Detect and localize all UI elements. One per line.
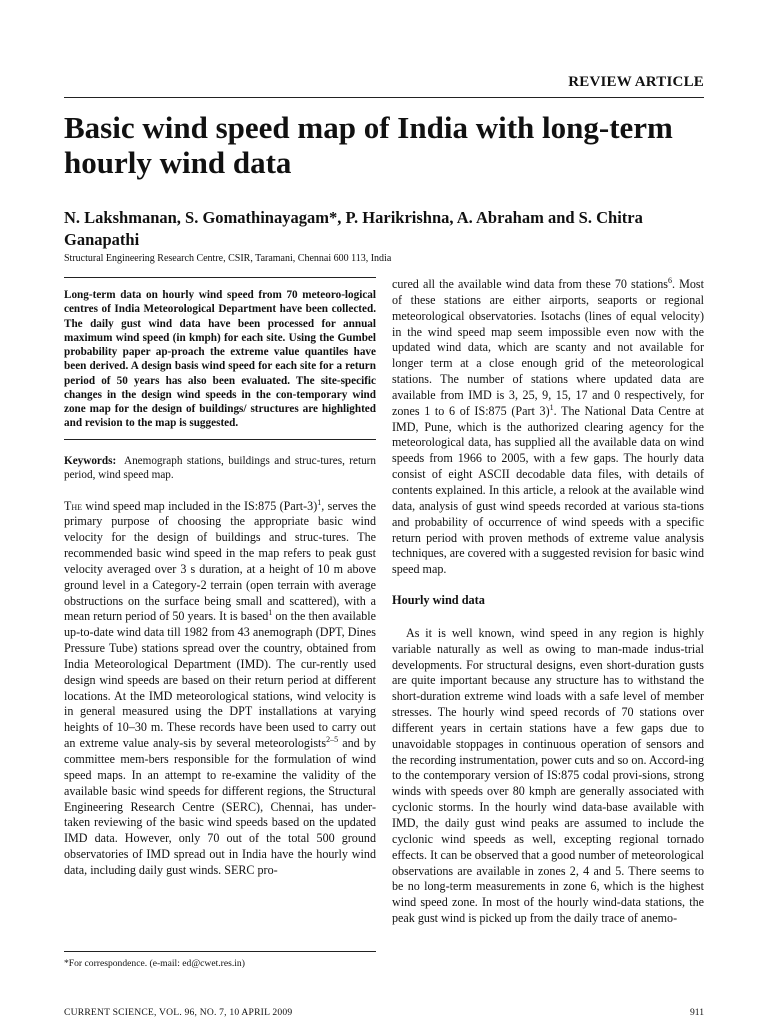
affiliation: Structural Engineering Research Centre, CSIR, Taramani, Chennai 600 113, India xyxy=(64,253,392,264)
section-label: REVIEW ARTICLE xyxy=(568,74,704,90)
intro-lead: The xyxy=(64,498,83,513)
correspondence-footnote: *For correspondence. (e-mail: ed@cwet.res.in) xyxy=(64,958,245,969)
keywords-label: Keywords: xyxy=(64,454,117,467)
article-title: Basic wind speed map of India with long-term hourly wind data xyxy=(64,110,673,180)
citation-ref: 1 xyxy=(268,608,273,618)
left-column xyxy=(64,277,376,879)
header-rule xyxy=(64,97,704,98)
page-number: 911 xyxy=(689,1007,704,1018)
keywords-text: Anemograph stations, buildings and struc-tures, return period, wind speed map. xyxy=(64,454,376,481)
journal-citation: CURRENT SCIENCE, VOL. 96, NO. 7, 10 APRIL 2009 xyxy=(64,1007,293,1018)
citation-ref: 2–5 xyxy=(326,735,339,745)
section-heading: Hourly wind data xyxy=(392,593,485,608)
abstract: Long-term data on hourly wind speed from 70 meteoro-logical centres of India Meteorological Department have been collected. The daily gust wind data have been processed for annual maximum wind speed (in kmph) for each site. Using the Gumbel probability paper ap-proach the extreme value quantiles have been derived. A design basis wind speed for each site for a return period of 50 years has also been evaluated. The site-specific changes in the design wind speeds in the con-temporary wind zone map for the design of buildings/ structures are highlighted and revision to the map is suggested. xyxy=(64,277,376,440)
author-list: N. Lakshmanan, S. Gomathinayagam*, P. Harikrishna, A. Abraham and S. Chitra Ganapathi xyxy=(64,208,643,249)
keywords xyxy=(64,454,376,483)
body-paragraph: As it is well known, wind speed in any region is highly variable naturally as well as owing to man-made indus-trial developments. For structural designs, even short-duration gusts are quite important because any structure has to withstand the short-duration extreme wind loads with a safe level of member stresses. The hourly wind speed records of 70 stations over different years in certain stations have a few gaps due to unavoidable stoppages in continuous operation of sensors and the recording instrumentation, power cuts and so on. Accord-ing to the contemporary version of IS:875 codal provi-sions, strong winds with speeds over 80 kmph are generally associated with cyclonic storms. In the hourly wind data-base available with IMD, the daily gust wind peaks are assumed to include the cyclonic wind speeds as well, excepting regional tornado effects. It can be observed that a good number of meteorological observations are available in zones 2, 4 and 5. There seems to be no long-term measurements in zone 6, which is the highest wind speed zone. In most of the hourly wind-data stations, the peak gust wind is picked up from the daily trace of anemo- xyxy=(392,625,704,926)
body-paragraph: cured all the available wind data from these 70 stations$^6$. Most of these stations are either airports, seaports or regional meteorological observatories. Isotachs (lines of equal velocity) in the wind speed map seem impossible even now with the updated wind data, which are scanty and not available for longer term at a close enough grid of the meteorological stations. The number of stations where updated data are available from IMD is 3, 25, 9, 15, 17 and 0 respectively, for zones 1 to 6 of IS:875 (Part 3)$^1$. The National Data Centre at IMD, Pune, which is the authorized clearing agency for the meteorological data, has supplied all the available data on wind speeds from 1966 to 2005, with a few gaps. The hourly data consist of eight ASCII decodable data files, with details of contents explained. In this article, a relook at the available wind data, analysis of gust wind speeds recorded at various sta-tions and probability of occurrence of wind speeds with a specific return period with proven methods of extreme value analysis techniques, are covered with a suggested revision for basic wind speed map. xyxy=(392,275,704,577)
citation-ref: 1 xyxy=(549,402,554,412)
citation-ref: 1 xyxy=(317,497,322,507)
citation-ref: 6 xyxy=(668,275,672,285)
footnote-rule xyxy=(64,951,376,952)
right-column xyxy=(392,277,704,927)
intro-paragraph: The wind speed map included in the IS:875 (Part-3)$^1$, serves the primary purpose of choosing the appropriate basic wind velocity for the design of buildings and struc-tures. The recommended basic wind speed in the map refers to peak gust velocity averaged over 3 s duration, at a height of 10 m above ground level in a Category-2 terrain (open terrain with average obstructions on the surface being small and scattered), with a mean return period of 50 years. It is based$^1$ on the then available up-to-date wind data till 1982 from 43 anemograph (DPT, Dines Pressure Tube) stations spread over the country, obtained from India Meteorological Department (IMD). The cur-rently used design wind speeds are based on their return period at different locations. At the IMD meteorological stations, wind velocity is in general measured using the DPT installations at varying heights of 10–30 m. These records have been used to carry out an extreme value analy-sis by several meteorologists$^{2-5}$ and by committee mem-bers responsible for the formulation of wind speed maps. In an attempt to re-examine the validity of the available basic wind speeds for different regions, the Structural Engineering Research Centre (SERC), Chennai, has under-taken reviewing of the basic wind speeds based on the updated IMD data. However, only 70 out of the total 500 ground observatories of IMD spread out in India have the hourly wind data, including daily gust winds. SERC pro- xyxy=(64,497,376,877)
